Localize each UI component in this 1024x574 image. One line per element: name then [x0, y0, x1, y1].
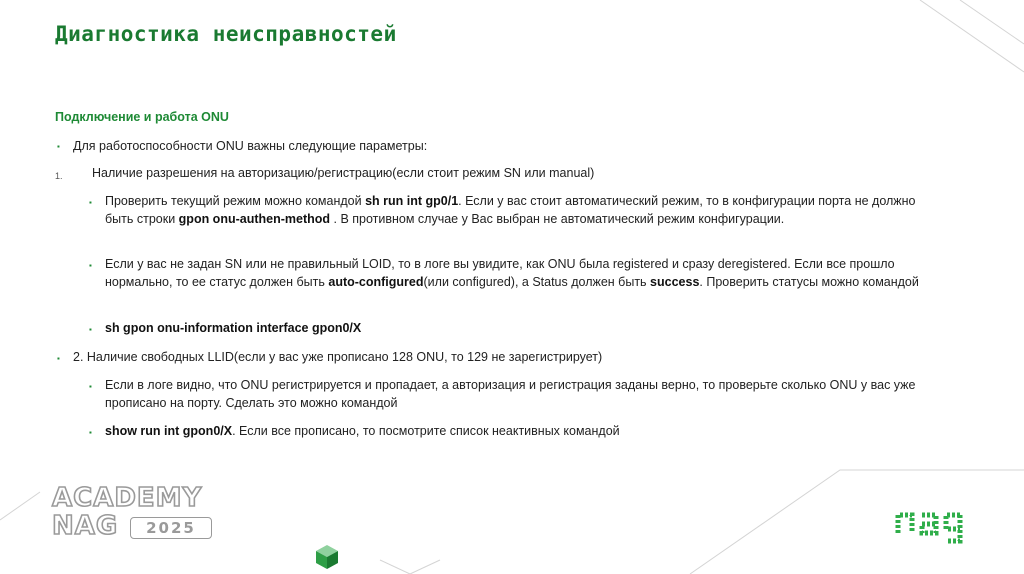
cube-logo-icon	[313, 543, 341, 571]
sub-item-registration-status: Если у вас не задан SN или не правильный LOID, то в логе вы увидите, как ONU была registered и сразу deregistered. Если все прошло нормально, то ее статус должен быть auto-configured(или configured), а Status должен быть success. Проверить статусы можно командой	[105, 257, 919, 289]
intro-text: Для работоспособности ONU важны следующие параметры:	[73, 139, 428, 153]
bullet-icon: ▪	[57, 354, 60, 363]
bullet-icon: ▪	[57, 142, 60, 151]
list-item-2: 2. Наличие свободных LLID(если у вас уже прописано 128 ONU, то 129 не зарегистрирует)	[73, 350, 603, 364]
bullet-icon: ▪	[89, 198, 92, 207]
page-title: Диагностика неисправностей	[55, 22, 397, 46]
logo-academy-text: ACADEMY	[52, 483, 203, 513]
sub-item-llid-check: Если в логе видно, что ONU регистрируется и пропадает, а авторизация и регистрация заданы верно, то проверьте сколько ONU у вас уже прописано на порту. Сделать это можно командой	[105, 378, 916, 410]
command-onu-information: sh gpon onu-information interface gpon0/X	[105, 321, 362, 335]
bullet-icon: ▪	[89, 325, 92, 334]
section-subtitle: Подключение и работа ONU	[55, 110, 229, 124]
nag-logo-icon	[894, 501, 974, 547]
bullet-icon: ▪	[89, 261, 92, 270]
sub-item-show-run: show run int gpon0/X. Если все прописано, то посмотрите список неактивных командой	[105, 424, 620, 438]
nag-logo	[894, 501, 974, 547]
bullet-icon: ▪	[89, 428, 92, 437]
sub-item-mode-check: Проверить текущий режим можно командой sh run int gp0/1. Если у вас стоит автоматический режим, то в конфигурации порта не должно быть строки gpon onu-authen-method . В противном случае у Вас выбран не автоматический режим конфигурации.	[105, 194, 916, 226]
academy-nag-logo	[52, 484, 222, 556]
logo-nag-text: NAG	[52, 511, 119, 541]
list-number: 1.	[55, 171, 63, 181]
list-item-1: Наличие разрешения на авторизацию/регистрацию(если стоит режим SN или manual)	[92, 166, 595, 180]
bullet-icon: ▪	[89, 382, 92, 391]
logo-year-badge: 2025	[130, 517, 212, 539]
